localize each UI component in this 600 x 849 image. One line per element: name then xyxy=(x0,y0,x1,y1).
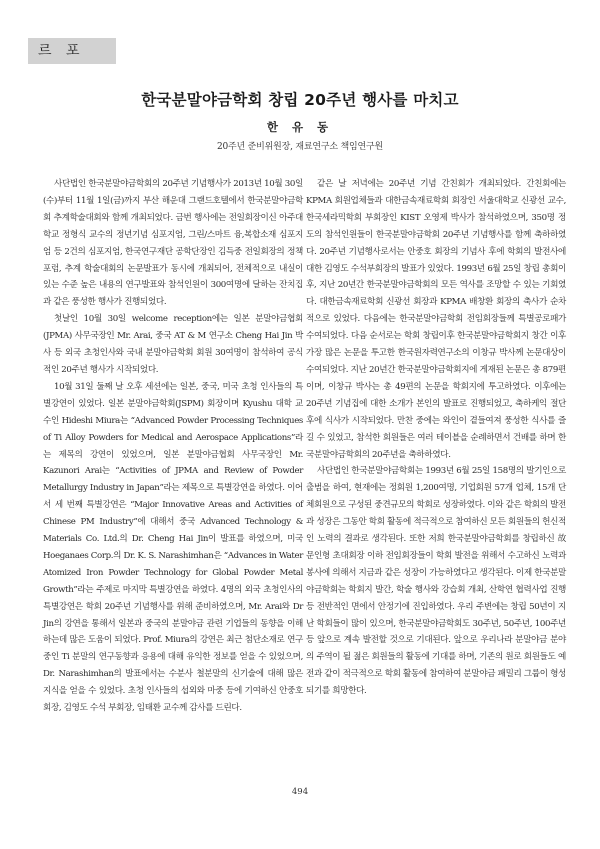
right-column xyxy=(306,176,566,700)
paragraph: 첫날인 10월 30일 welcome reception에는 일본 분말야금협회(JPMA) 사무국장인 Mr. Arai, 중국 AT & M 연구소 Cheng Hai Jin 박사 등 외국 초청인사와 국내 분말야금학회 회원 30여명이 참석하여 공식적인 20주년 행사가 시작되었다. xyxy=(43,314,303,375)
author-affiliation: 20주년 준비위원장, 재료연구소 책임연구원 xyxy=(216,142,384,152)
page-number: 494 xyxy=(291,787,309,797)
paragraph: 같은 날 저녁에는 20주년 기념 간친회가 개최되었다. 간친회에는 KPMA 회원업체들과 대한금속재료학회 회장인 서울대학교 신광선 교수, 한국세라믹학회 부회장인 KIST 오영제 박사가 참석하였으며, 350명 정도의 참석인원들이 한국분말야금학회 20주년 기념행사를 함께 축하하였다. 20주년 기념행사로서는 안중호 회장의 기념사 후에 학회의 발전사에 대한 김영도 수석부회장의 발표가 있었다. 1993년 6월 25일 창립 총회이후, 지난 20년간 한국분말야금학회의 모든 역사를 조망할 수 있는 기회였다. 대한금속재료학회 신광선 회장과 KPMA 배창환 회장의 축사가 순차적으로 있었다. 다음에는 한국분말야금학회 전임회장들께 특별공로패가 수여되었다. 다음 순서로는 학회 창립이후 한국분말야금학회지 창간 이후 가장 많은 논문을 투고한 한국원자력연구소의 이창규 박사께 논문대상이 수여되었다. 지난 20년간 한국분말야금학회지에 게재된 논문은 총 879편이며, 이창규 박사는 총 49편의 논문을 학회지에 투고하였다. 이후에는 20주년 기념집에 대한 소개가 본인의 발표로 진행되었고, 축하케익 절단 후에 식사가 시작되었다. 만찬 중에는 와인이 곁들여져 풍성한 식사를 즐길 수 있었고, 참석한 회원들은 여러 테이블을 순례하면서 건배를 하며 한국분말야금학회의 20주년을 축하하였다. xyxy=(306,179,566,460)
section-tag: 르 포 xyxy=(28,38,116,64)
paragraph: 사단법인 한국분말야금학회는 1993년 6월 25일 158명의 발기인으로 출범을 하여, 현재에는 정회원 1,200여명, 기업회원 57개 업체, 15개 단체회원으로 구성된 중견규모의 학회로 성장하였다. 이와 같은 학회의 발전과 성장은 그동안 학회 활동에 적극적으로 참여하신 모든 회원들의 헌신적인 노력의 결과로 생각된다. 또한 저희 한국분말야금학회를 창립하신 故 문인형 초대회장 이하 전임회장들이 학회 발전을 위해서 수고하신 노력과 봉사에 의해서 지금과 같은 성장이 가능하였다고 생각된다. 이제 한국분말야금학회는 학회지 발간, 학술 행사와 강습회 개최, 산학연 협력사업 진행 등 전반적인 면에서 안정기에 진입하였다. 우리 주변에는 창립 50년이 지난 학회들이 많이 있으며, 한국분말야금학회도 30주년, 50주년, 100주년 등 앞으로 계속 발전할 것으로 기대된다. 앞으로 우리나라 분말야금 분야의 주역이 될 젊은 회원들의 활동에 기대를 하며, 기존의 원로 회원들도 예전과 같이 적극적으로 학회 활동에 참여하여 분말야금 패밀리 그룹이 형성되기를 희망한다. xyxy=(306,466,566,697)
paragraph: 10월 31일 둘째 날 오후 세션에는 일본, 중국, 미국 초청 인사들의 특별강연이 있었다. 일본 분말야금학회(JSPM) 회장이며 Kyushu 대학 교수인 Hideshi Miura는 “Advanced Powder Processing Techniques of Ti Alloy Powders for Medical and Aerospace Applications”라는 제목의 강연이 있었으며, 일본 분말야금협회 사무국장인 Mr. Kazunori Arai는 “Activities of JPMA and Review of Powder Metallurgy Industry in Japan”라는 제목으로 특별강연을 하였다. 이어서 세 번째 특별강연은 “Major Innovative Areas and Activities of Chinese PM Industry”에 대해서 중국 Advanced Technology & Materials Co. Ltd.의 Dr. Cheng Hai Jin이 발표를 하였으며, 미국 Hoeganaes Corp.의 Dr. K. S. Narashimhan은 “Advances in Water Atomized Iron Powder Technology for Global Powder Metal Growth”라는 주제로 마지막 특별강연을 하였다. 4명의 외국 초청인사의 특별강연은 학회 20주년 기념행사를 위해 준비하였으며, Mr. Arai와 Dr Jin의 강연을 통해서 일본과 중국의 분말야금 관련 기업들의 동향을 이해하는데 많은 도움이 되었다. Prof. Miura의 강연은 최근 첨단소재로 연구 중인 Ti 분말의 연구동향과 응용에 대해 유익한 정보를 얻을 수 있었으며, Dr. Narashimhan의 발표에서는 수분사 철분말의 신기술에 대해 많은 지식을 얻을 수 있었다. 초청 인사들의 섭외와 마중 등에 기여하신 안중호 회장, 김영도 수석 부회장, 임태환 교수께 감사를 드린다. xyxy=(43,381,304,714)
article-title: 한국분말야금학회 창립 20주년 행사를 마치고 xyxy=(141,91,459,109)
paragraph: 사단법인 한국분말야금학회의 20주년 기념행사가 2013년 10월 30일(수)부터 11월 1일(금)까지 부산 해운대 그랜드호텔에서 한국분말야금학회 추계학술대회와 함께 개최되었다. 금번 행사에는 전일회장이신 아주대학교 정형식 교수의 정년기념 심포지엄, 그린/스마트 융,복합소재 심포지엄 등 2건의 심포지엄, 한국연구재단 공학단장인 김득중 전일회장의 정책포럼, 추계 학술대회의 논문발표가 동시에 개최되어, 전체적으로 내실이 있는 수준 높은 내용의 연구발표와 참석인원이 300여명에 달하는 잔치집과 같은 풍성한 행사가 진행되었다. xyxy=(43,179,303,308)
author-name: 한 유 동 xyxy=(266,120,334,134)
left-column xyxy=(43,176,303,717)
